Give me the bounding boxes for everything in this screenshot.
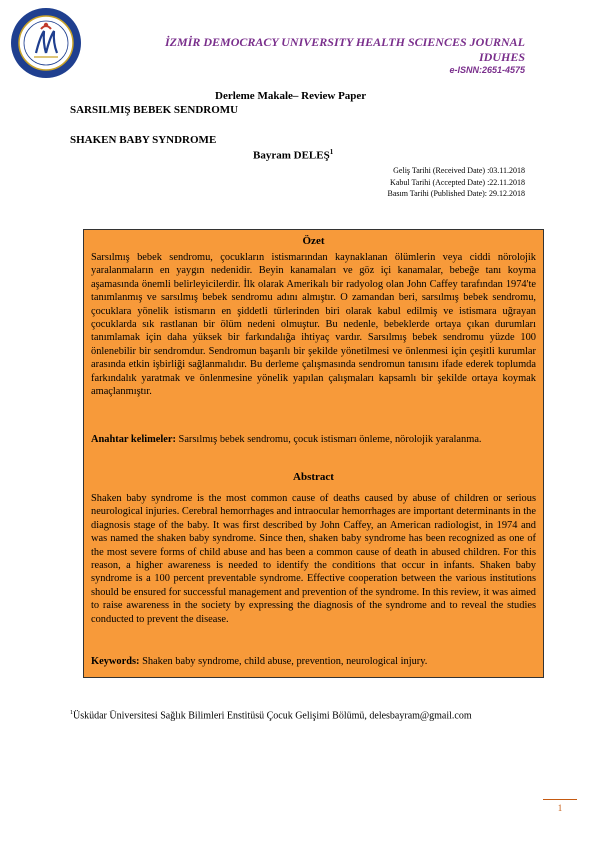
author-name [253,148,333,162]
journal-abbreviation: IDUHES [478,50,525,64]
footnote-mark: 1 [70,710,73,716]
keywords-english-label: Keywords: [91,656,140,667]
received-date: Geliş Tarihi (Received Date) :03.11.2018 [393,166,525,175]
keywords-turkish-label: Anahtar kelimeler: [91,434,176,445]
abstract-box [83,229,544,678]
footnote-text: Üsküdar Üniversitesi Sağlık Bilimleri Enstitüsü Çocuk Gelişimi Bölümü, delesbayram@gmail.com [73,710,472,722]
published-date: Basım Tarihi (Published Date): 29.12.2018 [387,189,525,198]
journal-issn: e-ISNN:2651-4575 [449,65,525,75]
journal-title: İZMİR DEMOCRACY UNIVERSITY HEALTH SCIENCES JOURNAL [165,35,525,49]
keywords-turkish-text: Sarsılmış bebek sendromu, çocuk istismarı önleme, nörolojik yaralanma. [175,434,482,445]
author-affiliation-mark: 1 [329,148,334,156]
university-logo [10,7,82,79]
abstract-heading: Abstract [293,471,334,483]
article-dates [388,165,526,200]
ozet-heading: Özet [302,235,325,247]
accepted-date: Kabul Tarihi (Accepted Date) :22.11.2018 [390,177,525,187]
article-type-label: Derleme Makale– Review Paper [215,90,367,102]
article-title-turkish: SARSILMIŞ BEBEK SENDROMU [70,104,239,116]
ozet-text: Sarsılmış bebek sendromu, çocukların istismarından kaynaklanan ölümlerin veya ciddi nörolojik yaralanmaların en yaygın nedenidir. Beyin kanamaları ve göz içi kanamalar, bebeğe tanı koyma aşamasında önemli belirleyicilerdir. İlk olarak Amerikalı bir radyolog olan John Caffey tarafından 1974'te tanımlanmış ve sarsılmış bebek sendromu adını almıştır. O zamandan beri, sarsılmış bebek sendromu, çocuklara yönelik istismarın en şiddetli türlerinden biri olarak kabul edilmiş ve istismara uğrayan çocuklarda sık rastlanan bir ölüm nedeni olmuştur. Bu nedenle, bebeklerde ortaya çıkan durumları tanımlamak için daha yüksek bir farkındalığa ihtiyaç vardır. Sarsılmış bebek sendromu yüzde 100 önlenebilir bir sendromdur. Sendromun başarılı bir şekilde yönetilmesi ve önlenmesi için çeşitli kurumlar arasında etkin işbirliği sağlanmalıdır. Bu derleme çalışmasında sendromun tanısını ifade ederek toplumda farkındalık yaratmak ve önlenmesine yönelik yapılan çalışmaları kapsamlı bir şekilde ortaya koymak amaçlanmıştır. [91,252,536,398]
author-name-text: Bayram DELEŞ [253,149,330,162]
page-number: 1 [557,803,563,813]
keywords-english-text: Shaken baby syndrome, child abuse, prevention, neurological injury. [139,656,428,667]
page-number-rule [543,799,577,800]
affiliation-footnote [70,710,472,721]
abstract-text: Shaken baby syndrome is the most common cause of deaths caused by abuse of children or serious neurological injuries. Cerebral hemorrhages and intraocular hemorrhages are important determinants in the diagnosis stage of the baby. It was first described by John Caffey, an American radiologist, in 1974 and was named the shaken baby syndrome. Since then, shaken baby syndrome has been recognized as one of the most severe forms of child abuse and has been a common cause of death in abused children. For this reason, a higher awareness is needed to identify the conditions that occur in infants. Shaken baby syndrome is a 100 percent preventable syndrome. Effective cooperation between the various institutions should be ensured for successful management and prevention of the syndrome. In this review, it was aimed to raise awareness in the society by expressing the diagnosis of the syndrome and to reveal the studies conducted to prevent the disease. [91,493,536,625]
keywords-english [91,655,536,668]
keywords-turkish [91,433,536,446]
article-title-english: SHAKEN BABY SYNDROME [70,134,217,146]
